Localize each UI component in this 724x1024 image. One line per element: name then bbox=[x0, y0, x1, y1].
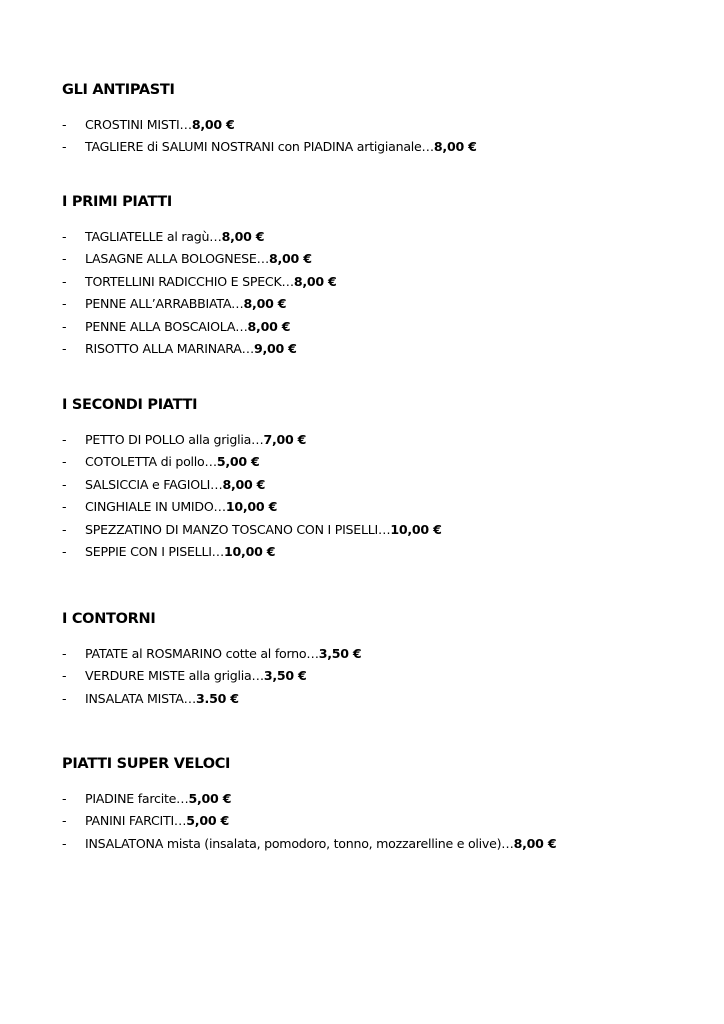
item-text bbox=[85, 541, 275, 563]
bullet-dash: - bbox=[62, 273, 67, 289]
bullet-dash: - bbox=[62, 117, 67, 132]
bullet-dash: - bbox=[62, 690, 67, 706]
section-secondi-piatti bbox=[62, 395, 702, 563]
section-title: PIATTI SUPER VELOCI bbox=[62, 756, 231, 772]
item-text bbox=[85, 643, 361, 665]
bullet-dash: - bbox=[62, 646, 67, 661]
item-name: VERDURE MISTE alla griglia… bbox=[85, 668, 264, 684]
item-name: PANINI FARCITI… bbox=[85, 813, 187, 829]
item-name: INSALATA MISTA… bbox=[85, 690, 197, 706]
item-price: 5,00 € bbox=[186, 813, 229, 829]
menu-item bbox=[62, 665, 702, 687]
item-price: 7,00 € bbox=[263, 432, 307, 447]
item-price: 8,00 € bbox=[191, 117, 235, 132]
menu-item bbox=[62, 316, 702, 338]
item-price: 10,00 € bbox=[225, 499, 278, 515]
bullet-dash: - bbox=[62, 432, 67, 447]
item-text bbox=[85, 688, 239, 710]
item-name: CINGHIALE IN UMIDO… bbox=[85, 499, 226, 515]
item-price: 8,00 € bbox=[433, 139, 477, 155]
item-text bbox=[85, 293, 286, 315]
item-name: SEPPIE CON I PISELLI… bbox=[85, 543, 225, 559]
item-text bbox=[85, 451, 260, 473]
menu-item bbox=[62, 474, 702, 496]
item-text bbox=[85, 519, 442, 541]
item-name: PENNE ALLA BOSCAIOLA… bbox=[85, 318, 248, 334]
item-price: 8,00 € bbox=[221, 229, 265, 244]
menu-item bbox=[62, 226, 702, 248]
menu-item bbox=[62, 114, 702, 136]
item-price: 5,00 € bbox=[216, 454, 260, 470]
bullet-dash: - bbox=[62, 668, 67, 684]
menu-item bbox=[62, 643, 702, 665]
bullet-dash: - bbox=[62, 318, 67, 334]
item-price: 5,00 € bbox=[188, 791, 232, 806]
menu-item bbox=[62, 496, 702, 518]
section-title: I CONTORNI bbox=[62, 611, 156, 627]
item-text bbox=[85, 136, 477, 158]
bullet-dash: - bbox=[62, 521, 67, 537]
item-text bbox=[85, 248, 312, 270]
bullet-dash: - bbox=[62, 835, 67, 851]
bullet-dash: - bbox=[62, 296, 67, 312]
item-name: TORTELLINI RADICCHIO E SPECK… bbox=[85, 273, 294, 289]
item-text bbox=[85, 114, 235, 136]
item-price: 8,00 € bbox=[513, 835, 557, 851]
item-name: PIADINE farcite… bbox=[85, 791, 189, 806]
item-text bbox=[85, 496, 277, 518]
item-name: PATATE al ROSMARINO cotte al forno… bbox=[85, 646, 319, 661]
bullet-dash: - bbox=[62, 543, 67, 559]
section-piatti-super-veloci bbox=[62, 754, 702, 855]
section-primi-piatti bbox=[62, 192, 702, 360]
menu-item bbox=[62, 810, 702, 832]
item-name: SALSICCIA e FAGIOLI… bbox=[85, 476, 223, 492]
item-text bbox=[85, 338, 297, 360]
item-price: 10,00 € bbox=[224, 543, 276, 559]
item-text bbox=[85, 474, 265, 496]
menu-item bbox=[62, 248, 702, 270]
bullet-dash: - bbox=[62, 476, 67, 492]
bullet-dash: - bbox=[62, 251, 67, 267]
item-text bbox=[85, 226, 264, 248]
item-text bbox=[85, 665, 307, 687]
item-price: 9,00 € bbox=[253, 340, 297, 356]
bullet-dash: - bbox=[62, 454, 67, 470]
item-name: PENNE ALL’ARRABBIATA… bbox=[85, 296, 244, 312]
menu-item bbox=[62, 788, 702, 810]
item-text bbox=[85, 316, 290, 338]
item-name: COTOLETTA di pollo… bbox=[85, 454, 217, 470]
item-text bbox=[85, 271, 337, 293]
item-price: 3,50 € bbox=[318, 646, 362, 661]
item-name: SPEZZATINO DI MANZO TOSCANO CON I PISELLI… bbox=[85, 521, 391, 537]
section-title: I PRIMI PIATTI bbox=[62, 194, 172, 210]
menu-item bbox=[62, 429, 702, 451]
menu-item bbox=[62, 833, 702, 855]
item-text bbox=[85, 833, 556, 855]
menu-item bbox=[62, 688, 702, 710]
item-name: INSALATONA mista (insalata, pomodoro, tonno, mozzarelline e olive)… bbox=[85, 835, 514, 851]
section-title: I SECONDI PIATTI bbox=[62, 397, 198, 413]
item-text bbox=[85, 788, 231, 810]
item-text bbox=[85, 810, 229, 832]
item-price: 8,00 € bbox=[247, 318, 291, 334]
section-contorni bbox=[62, 609, 702, 710]
bullet-dash: - bbox=[62, 340, 67, 356]
item-price: 8,00 € bbox=[243, 296, 287, 312]
menu-item bbox=[62, 293, 702, 315]
item-text bbox=[85, 429, 306, 451]
item-price: 10,00 € bbox=[390, 521, 442, 537]
section-title: GLI ANTIPASTI bbox=[62, 82, 175, 98]
menu-item bbox=[62, 338, 702, 360]
menu-item bbox=[62, 519, 702, 541]
bullet-dash: - bbox=[62, 813, 67, 829]
item-name: PETTO DI POLLO alla griglia… bbox=[85, 432, 264, 447]
menu-item bbox=[62, 541, 702, 563]
item-price: 8,00 € bbox=[222, 476, 266, 492]
menu-item bbox=[62, 136, 702, 158]
bullet-dash: - bbox=[62, 139, 67, 155]
menu-item bbox=[62, 451, 702, 473]
item-name: TAGLIERE di SALUMI NOSTRANI con PIADINA artigianale… bbox=[85, 139, 434, 155]
item-name: CROSTINI MISTI… bbox=[85, 117, 192, 132]
section-antipasti bbox=[62, 80, 702, 159]
item-name: RISOTTO ALLA MARINARA… bbox=[85, 340, 254, 356]
bullet-dash: - bbox=[62, 229, 67, 244]
bullet-dash: - bbox=[62, 791, 67, 806]
menu-item bbox=[62, 271, 702, 293]
item-name: TAGLIATELLE al ragù… bbox=[85, 229, 222, 244]
item-price: 3.50 € bbox=[196, 690, 239, 706]
item-name: LASAGNE ALLA BOLOGNESE… bbox=[85, 251, 269, 267]
item-price: 8,00 € bbox=[293, 273, 337, 289]
bullet-dash: - bbox=[62, 499, 67, 515]
item-price: 3,50 € bbox=[263, 668, 307, 684]
item-price: 8,00 € bbox=[268, 251, 312, 267]
